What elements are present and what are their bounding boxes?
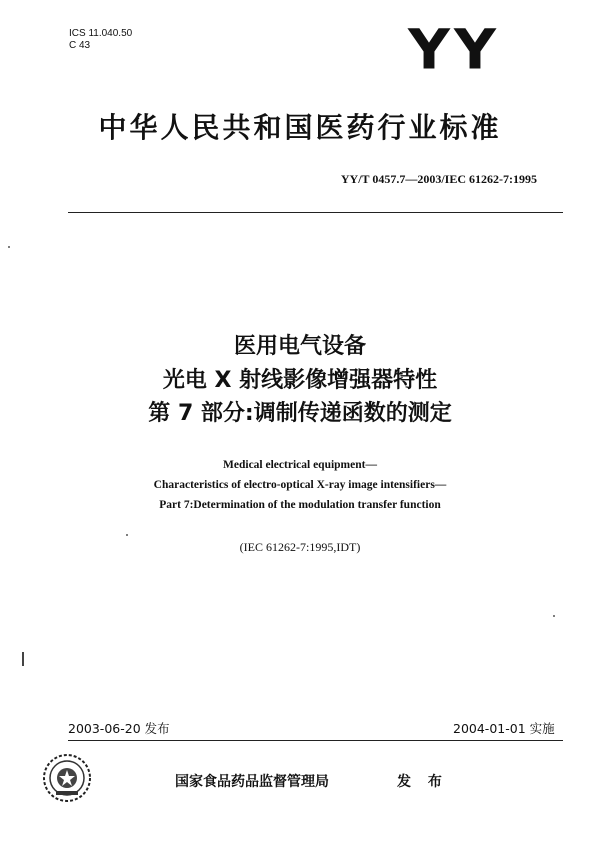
scan-speck <box>8 246 10 248</box>
title-cn-line-2: 光电 X 射线影像增强器特性 <box>162 368 438 393</box>
equivalence-note: (IEC 61262-7:1995,IDT) <box>239 540 361 554</box>
ccs-code: C 43 <box>69 40 91 51</box>
title-cn-line-3: 第 7 部分:调制传递函数的测定 <box>148 401 452 426</box>
ics-code: ICS 11.040.50 <box>69 28 133 39</box>
issuing-authority: 国家食品药品监督管理局 <box>175 774 329 790</box>
state-seal-icon <box>42 753 92 803</box>
issued-label: 发 布 <box>397 774 448 790</box>
title-en-line-3: Part 7:Determination of the modulation transfer function <box>159 499 441 511</box>
scan-speck <box>126 534 128 536</box>
top-divider <box>68 212 563 213</box>
title-en-line-2: Characteristics of electro-optical X-ray image intensifiers— <box>153 479 447 491</box>
standard-number: YY/T 0457.7—2003/IEC 61262-7:1995 <box>340 172 537 186</box>
scan-mark <box>22 652 24 666</box>
title-en-line-1: Medical electrical equipment— <box>223 459 377 471</box>
yy-standard-logo: YY <box>408 17 500 82</box>
issue-date: 2003-06-20 发布 <box>68 721 170 736</box>
classification-codes <box>69 28 132 52</box>
standard-title: 中华人民共和国医药行业标准 <box>98 111 502 144</box>
scan-speck <box>553 615 555 617</box>
bottom-divider <box>68 740 563 741</box>
effective-date: 2004-01-01 实施 <box>453 721 555 736</box>
title-cn-line-1: 医用电气设备 <box>233 334 366 359</box>
